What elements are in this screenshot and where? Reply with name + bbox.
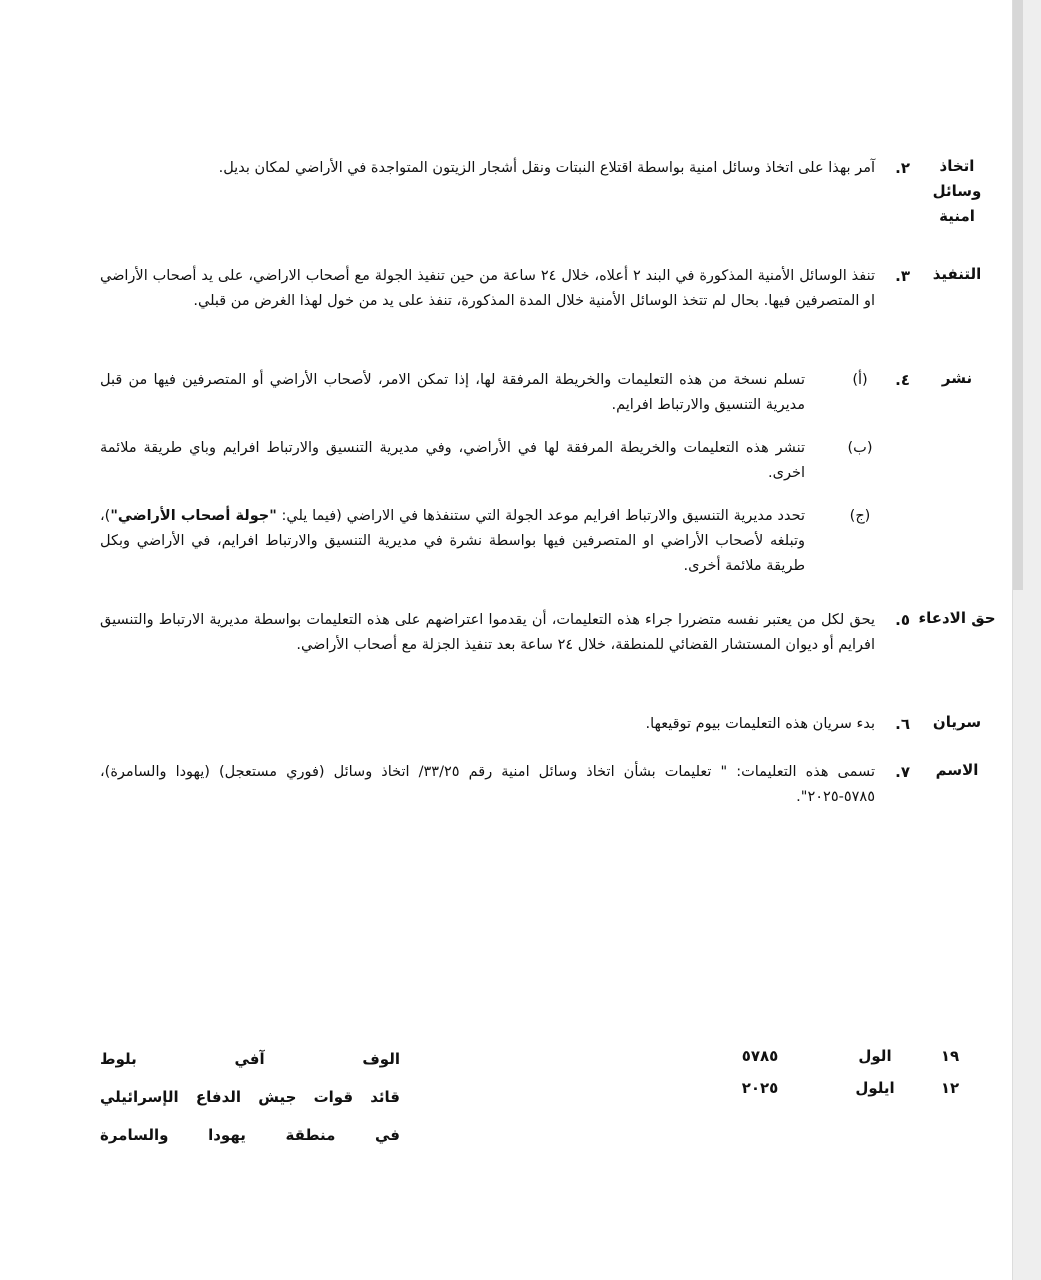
section-right-to-appeal	[100, 602, 1000, 706]
sub-clause-text: تسلم نسخة من هذه التعليمات والخريطة المرفقة لها، إذا تمكن الامر، لأصحاب الأراضي أو المتصرفين فيها من قبل مديرية التنسيق والارتباط افرايم.	[100, 372, 805, 413]
section-text: بدء سريان هذه التعليمات بيوم توقيعها.	[645, 716, 875, 732]
date-month: ايلول	[855, 1079, 895, 1097]
section-heading: التنفيذ	[932, 265, 982, 283]
sub-clause-letter: (ب)	[847, 440, 873, 456]
date-row-gregorian	[700, 1072, 970, 1104]
section-text: آمر بهذا على اتخاذ وسائل امنية بواسطة اقتلاع النبتات ونقل أشجار الزيتون المتواجدة في الأراضي لمكان بديل.	[218, 160, 875, 176]
section-name	[100, 754, 1000, 814]
sub-clause-b	[100, 436, 875, 486]
date-day: ١٩	[940, 1047, 960, 1065]
signature-block	[100, 1040, 400, 1154]
sub-clause-text	[100, 504, 805, 579]
section-number: ٧.	[895, 763, 910, 781]
date-row-hebrew	[700, 1040, 970, 1072]
date-block	[700, 1040, 970, 1104]
sub-clause-text: تنشر هذه التعليمات والخريطة المرفقة لها في الأراضي، وفي مديرية التنسيق والارتباط افرايم وباي طريقة ملائمة اخرى.	[100, 440, 805, 481]
signatory-region: في منطقة يهودا والسامرة	[100, 1126, 400, 1144]
section-number: ٤.	[895, 371, 910, 389]
sub-clause-bold-term: "جولة أصحاب الأراضي"	[110, 508, 277, 524]
sub-clause-letter: (ج)	[849, 508, 871, 524]
section-number: ٥.	[895, 611, 910, 629]
section-execution	[100, 258, 1000, 362]
signatory-title: قائد قوات جيش الدفاع الإسرائيلي	[100, 1088, 400, 1106]
section-heading: الاسم	[935, 761, 979, 779]
section-number: ٢.	[895, 159, 910, 177]
section-heading: سريان	[932, 713, 982, 731]
date-day: ١٢	[940, 1079, 960, 1097]
date-month: الول	[858, 1047, 892, 1065]
section-text: تنفذ الوسائل الأمنية المذكورة في البند ٢ أعلاه، خلال ٢٤ ساعة من حين تنفيذ الجولة مع أصحاب الاراضي، على يد أصحاب الأراضي او المتصرفين فيها. بحال لم تتخذ الوسائل الأمنية خلال المدة المذكورة، تنفذ على يد من خول لهذا الغرض من قبلي.	[100, 268, 876, 309]
date-year: ٢٠٢٥	[741, 1079, 779, 1097]
sub-clause-c	[100, 504, 875, 579]
section-number: ٣.	[895, 267, 910, 285]
section-publication	[100, 362, 1000, 602]
sub-clause-a	[100, 368, 875, 418]
document-body	[100, 150, 1000, 814]
section-validity	[100, 706, 1000, 754]
section-text: يحق لكل من يعتبر نفسه متضررا جراء هذه التعليمات، أن يقدموا اعتراضهم على هذه التعليمات بواسطة مديرية الارتباط والتنسيق افرايم أو ديوان المستشار القضائي للمنطقة، خلال ٢٤ ساعة بعد تنفيذ الجزلة مع أصحاب الأراضي.	[100, 612, 875, 653]
section-heading: نشر	[941, 369, 973, 387]
sub-clause-letter: (أ)	[852, 372, 868, 388]
section-text: تسمى هذه التعليمات: " تعليمات بشأن اتخاذ وسائل امنية رقم ٣٣/٢٥/ اتخاذ وسائل (فوري مستعجل) (يهودا والسامرة)، ٥٧٨٥-٢٠٢٥".	[100, 764, 875, 805]
signatory-name: الوف آفي بلوط	[100, 1050, 400, 1068]
vertical-scrollbar[interactable]	[1012, 0, 1041, 1280]
section-heading: اتخاذ وسائل امنية	[932, 157, 982, 225]
sub-clause-text-part: تحدد مديرية التنسيق والارتباط افرايم موعد الجولة التي ستنفذها في الاراضي (فيما يلي:	[276, 508, 805, 524]
sub-clause-text-part: )، وتبلغه لأصحاب الأراضي او المتصرفين فيها بواسطة نشرة في مديرية التنسيق والارتباط افرايم، في الأراضي وبكل طريقة ملائمة أخرى.	[100, 508, 805, 574]
date-year: ٥٧٨٥	[741, 1047, 779, 1065]
scrollbar-thumb[interactable]	[1013, 0, 1023, 590]
section-number: ٦.	[895, 715, 910, 733]
section-heading: حق الادعاء	[918, 609, 996, 627]
sub-clause-list	[100, 362, 875, 579]
section-security-measures	[100, 150, 1000, 258]
